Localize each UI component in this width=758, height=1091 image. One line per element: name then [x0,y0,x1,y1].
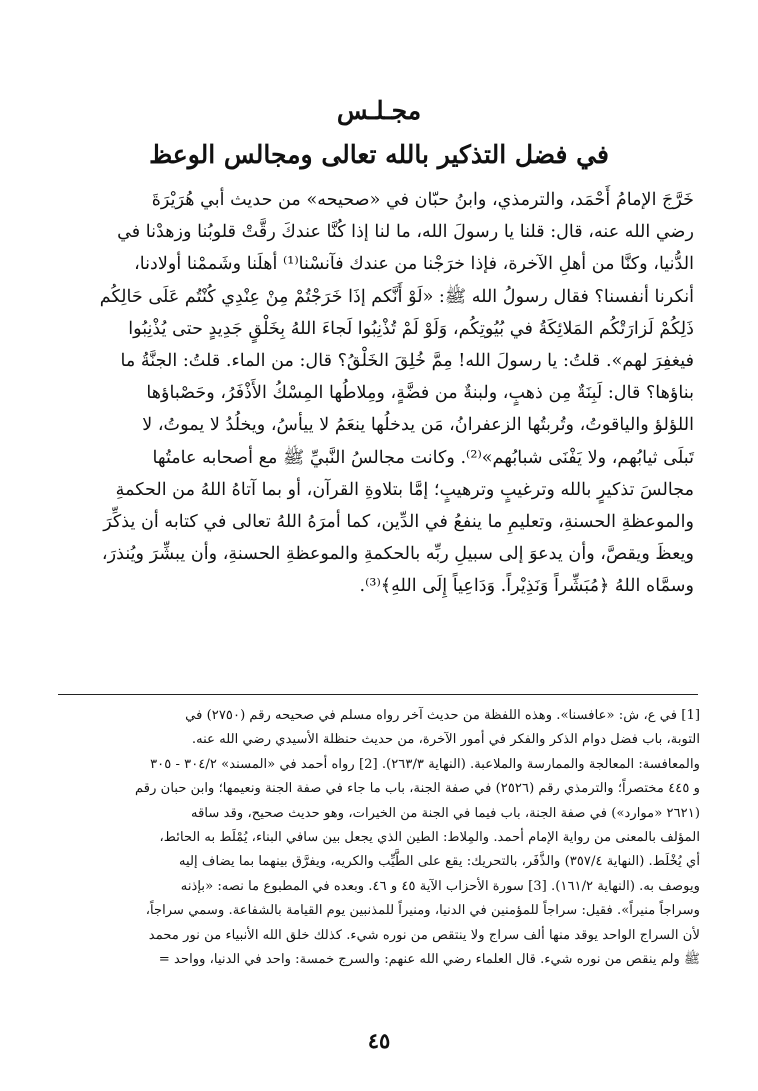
footnotes: [1] في ع، ش: «عافسنا». وهذه اللفظة من حديث آخر رواه مسلم في صحيحه رقم (٢٧٥٠) في التوبة، باب فضل دوام الذكر والفكر في أمور الآخرة، من حديث حنظلة الأسيدي رضي الله عنه. والمعافسة: المعالجة والممارسة والملاعبة. (النهاية ٢٦٣/٣). [2] رواه أحمد في «المسند» ٣٠٤/٢ - ٣٠٥ و ٤٤٥ مختصراً؛ والترمذي رقم (٢٥٢٦) في صفة الجنة، باب ما جاء في صفة الجنة ونعيمها؛ وابن حبان رقم (٢٦٢١ «موارد») في صفة الجنة، باب فيما في الجنة من الخيرات، وهو حديث صحيح، وقد ساقه المؤلف بالمعنى من رواية الإمام أحمد. والمِلاط: الطين الذي يجعل بين سافي البناء، يُمْلَط به الحائط، أي يُخْلَط. (النهاية ٣٥٧/٤) والذَّفَر، بالتحريك: يقع على الطَّيِّب والكريه، ويفرَّق بينهما بما يضاف إليه ويوصف به. (النهاية ١٦١/٢). [3] سورة الأحزاب الآية ٤٥ و ٤٦. وبعده في المطبوع ما نصه: «بإذنه وسراجاً منيراً». فقيل: سراجاً للمؤمنين في الدنيا، ومنيراً للمذنبين يوم القيامة بالشفاعة. وسمي سراجاً، لأن السراج الواحد يوقد منها ألف سراج ولا ينتقص من نوره شيء. كذلك خلق الله الأنبياء من نور محمد ﷺ ولم ينقص من نوره شيء. قال العلماء رضي الله عنهم: والسرج خمسة: واحد في الدنيا، وواحد = [135,708,700,968]
chapter-heading: مجـلـس [336,96,422,125]
footnote-divider [58,694,698,695]
chapter-subtitle: في فضل التذكير بالله تعالى ومجالس الوعظ [149,140,609,169]
page-number: ٤٥ [367,1028,391,1053]
main-text: خَرَّجَ الإمامُ أَحْمَد، والترمذي، وابنُ حبّان في «صحيحه» من حديث أبي هُرَيْرَةَ رضي الله عنه، قال: قلنا يا رسولَ الله، ما لنا إذا كُنَّا عندكَ رقَّتْ قلوبُنا وزهدْنا في الدُّنيا، وكنَّا من أهلِ الآخرة، فإذا خرَجْنا من عندك فآنسْنا⁽¹⁾ أهلَنا وشَممْنا أولادنا، أنكرنا أنفسنا؟ فقال رسولُ الله ﷺ: «لَوْ أَنَّكم إذَا خَرَجْتُمْ مِنْ عِنْدِي كُنْتُم عَلَى حَالِكُم ذَلِكُمْ لَزارَتْكُم المَلائِكَةُ في بُيُوتِكُم، وَلَوْ لَمْ تُذْنِبُوا لَجاءَ اللهُ بِخَلْقٍ جَدِيدٍ حتى يُذْنِبُوا فيغفِرَ لهم». قلتُ: يا رسولَ الله! مِمَّ خُلِقَ الخَلْقُ؟ قال: من الماء. قلتُ: الجنَّةُ ما بناؤها؟ قال: لَبِنَةٌ مِن ذهبٍ، ولبنةٌ من فضَّةٍ، ومِلاطُها المِسْكُ الأَذْفَرُ، وحَصْباؤها اللؤلؤ والياقوتُ، وتُربتُها الزعفرانُ، مَن يدخلُها ينعَمُ لا ييأسُ، ويخلُدُ لا يموتُ، لا تَبلَى ثيابُهم، ولا يَفْنَى شبابُهم»⁽²⁾. وكانت مجالسُ النَّبيِّ ﷺ مع أصحابه عامتُها مجالسَ تذكيرٍ بالله وترغيبٍ وترهيبٍ؛ إمَّا بتلاوةِ القرآن، أو بما آتاهُ اللهُ من الحكمةِ والموعظةِ الحسنةِ، وتعليمِ ما ينفعُ في الدِّين، كما أمرَهُ اللهُ تعالى في كتابه أن يذكِّرَ ويعظَ ويقصَّ، وأن يدعوَ إلى سبيلِ ربِّه بالحكمةِ والموعظةِ الحسنةِ، وأن يبشِّرَ ويُنذرَ، وسمَّاه اللهُ ﴿مُبَشِّراً وَنَذِيْراً. وَدَاعِياً إِلَى اللهِ﴾⁽³⁾. [99,190,694,597]
